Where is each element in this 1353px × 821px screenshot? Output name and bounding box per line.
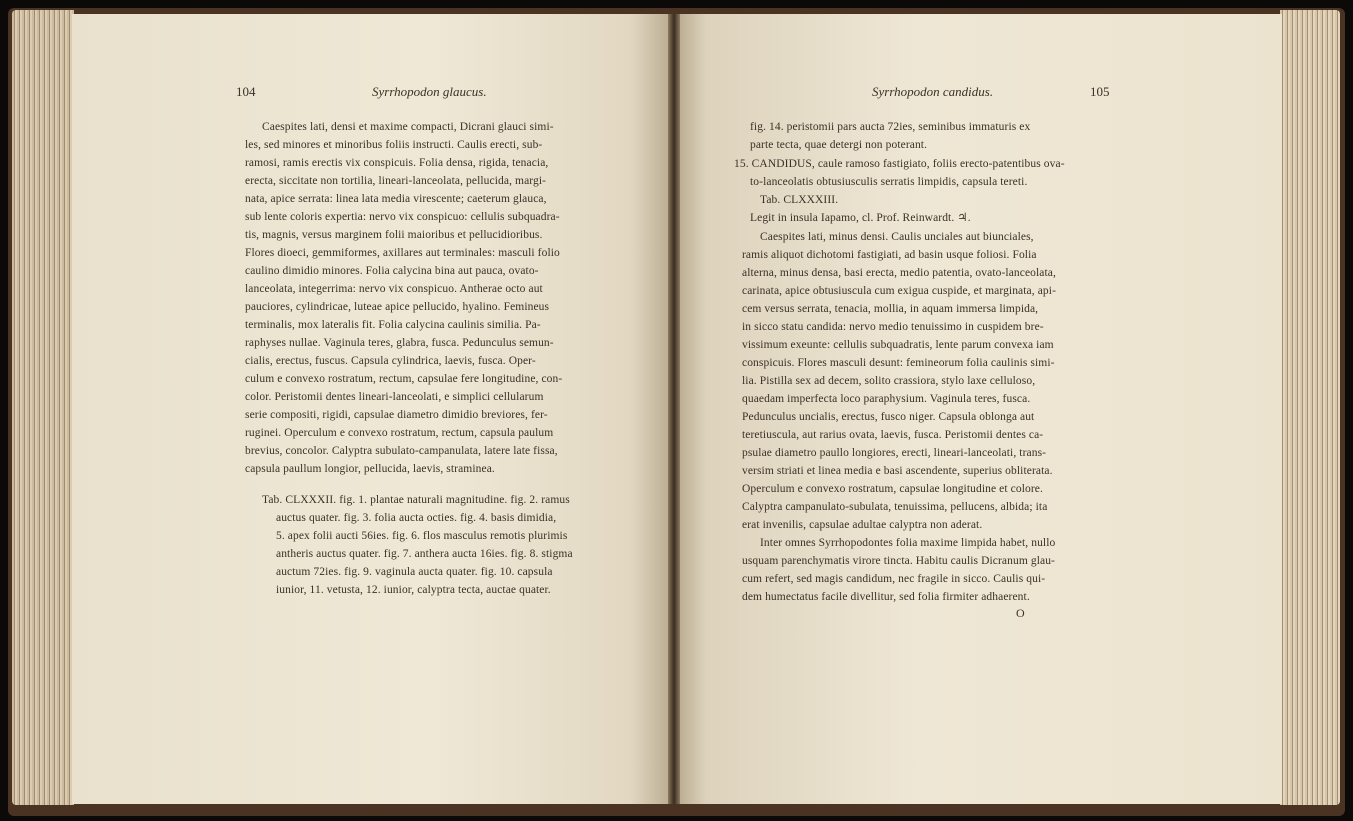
caption-line: iunior, 11. vetusta, 12. iunior, calyptra tecta, auctae quater.	[276, 584, 551, 596]
species-heading: 15. CANDIDUS, caule ramoso fastigiato, foliis erecto-patentibus ova-	[734, 158, 1065, 170]
text-line: tis, magnis, versus marginem folii maioribus et pellucidioribus.	[245, 229, 543, 241]
caption-line: 5. apex folii aucti 56ies. fig. 6. flos masculus remotis plurimis	[276, 530, 568, 542]
page-number-right: 105	[1090, 84, 1110, 99]
text-line: ruginei. Operculum e convexo rostratum, rectum, capsula paulum	[245, 427, 554, 439]
book-gutter	[668, 14, 680, 804]
text-line: Caespites lati, densi et maxime compacti, Dicrani glauci simi-	[262, 121, 554, 133]
text-line: ramosi, ramis erectis vix conspicuis. Folia densa, rigida, tenacia,	[245, 157, 549, 169]
caption-line: auctum 72ies. fig. 9. vaginula aucta quater. fig. 10. capsula	[276, 566, 553, 578]
text-line: carinata, apice obtusiuscula cum exigua cuspide, et marginata, api-	[742, 285, 1056, 297]
text-line: fig. 14. peristomii pars aucta 72ies, seminibus immaturis ex	[750, 121, 1031, 133]
text-line: terminalis, mox lateralis fit. Folia calycina caulinis similia. Pa-	[245, 319, 541, 331]
text-line: nata, apice serrata: linea lata media virescente; caeterum glauca,	[245, 193, 547, 205]
text-line: lia. Pistilla sex ad decem, solito crassiora, stylo laxe celluloso,	[742, 375, 1036, 387]
text-line: versim striati et linea media e basi ascendente, superius obliterata.	[742, 465, 1053, 477]
text-line: caulino dimidio minores. Folia calycina bina aut pauca, ovato-	[245, 265, 539, 277]
text-line: les, sed minores et minoribus foliis instructi. Caulis erecti, sub-	[245, 139, 543, 151]
text-line: serie compositi, rigidi, capsulae diametro dimidio breviores, fer-	[245, 409, 548, 421]
running-head-right: Syrrhopodon candidus.	[872, 84, 994, 99]
collector-line: Legit in insula Iapamo, cl. Prof. Reinwardt. ♃.	[750, 212, 971, 224]
text-line: cem versus serrata, tenacia, mollia, in aquam immersa limpida,	[742, 303, 1039, 315]
text-line: Operculum e convexo rostratum, capsulae longitudine et colore.	[742, 483, 1043, 495]
text-line: alterna, minus densa, basi erecta, medio patentia, ovato-lanceolata,	[742, 267, 1056, 279]
caption-line: antheris auctus quater. fig. 7. anthera aucta 16ies. fig. 8. stigma	[276, 548, 573, 560]
text-line: cialis, erectus, fuscus. Capsula cylindrica, laevis, fusca. Oper-	[245, 355, 536, 367]
text-line: parte tecta, quae detergi non poterant.	[750, 139, 928, 151]
text-line: raphyses nullae. Vaginula teres, glabra, fusca. Pedunculus semun-	[245, 337, 554, 349]
text-line: cum refert, sed magis candidum, nec fragile in sicco. Caulis qui-	[742, 573, 1046, 585]
text-line: pauciores, cylindricae, luteae apice pellucido, hyalino. Femineus	[245, 301, 550, 313]
text-line: quaedam imperfecta loco paraphysium. Vaginula teres, fusca.	[742, 393, 1031, 405]
text-line: in sicco statu candida: nervo medio tenuissimo in cuspidem bre-	[742, 321, 1044, 333]
text-line: usquam parenchymatis virore tincta. Habitu caulis Dicranum glau-	[742, 555, 1055, 567]
page-number-left: 104	[236, 84, 256, 99]
caption-line: auctus quater. fig. 3. folia aucta octies. fig. 4. basis dimidia,	[276, 512, 557, 524]
text-line: Inter omnes Syrrhopodontes folia maxime limpida habet, nullo	[760, 537, 1056, 549]
text-line: Caespites lati, minus densi. Caulis unciales aut biunciales,	[760, 231, 1034, 243]
text-line: teretiuscula, aut rarius ovata, laevis, fusca. Peristomii dentes ca-	[742, 429, 1044, 441]
text-line: erat invenilis, capsulae adultae calyptra non aderat.	[742, 519, 983, 531]
text-line: brevius, concolor. Calyptra subulato-campanulata, latere late fissa,	[245, 445, 558, 457]
caption-line: Tab. CLXXXII. fig. 1. plantae naturali magnitudine. fig. 2. ramus	[262, 494, 570, 506]
text-line: Flores dioeci, gemmiformes, axillares aut terminales: masculi folio	[245, 247, 560, 259]
page-edges-left	[12, 10, 74, 805]
signature-mark: O	[1016, 606, 1025, 620]
text-line: ramis aliquot dichotomi fastigiati, ad basin usque foliosi. Folia	[742, 249, 1037, 261]
running-head-left: Syrrhopodon glaucus.	[372, 84, 487, 99]
text-line: Pedunculus uncialis, erectus, fusco niger. Capsula oblonga aut	[742, 411, 1035, 423]
text-line: to-lanceolatis obtusiusculis serratis limpidis, capsula tereti.	[750, 176, 1028, 188]
text-line: Calyptra campanulato-subulata, tenuissima, pellucens, albida; ita	[742, 501, 1048, 513]
text-line: vissimum exeunte: cellulis subquadratis, lente parum convexa iam	[742, 339, 1054, 351]
text-line: sub lente coloris expertia: nervo vix conspicuo: cellulis subquadra-	[245, 211, 560, 223]
text-line: conspicuis. Flores masculi desunt: femineorum folia caulinis simi-	[742, 357, 1055, 369]
page-edges-right	[1280, 10, 1340, 805]
plate-reference: Tab. CLXXXIII.	[760, 194, 839, 206]
text-line: psulae diametro paullo longiores, erecti, lineari-lanceolati, trans-	[742, 447, 1047, 459]
text-line: culum e convexo rostratum, rectum, capsulae fere longitudine, con-	[245, 373, 563, 385]
text-line: erecta, siccitate non tortilia, lineari-lanceolata, pellucida, margi-	[245, 175, 547, 187]
text-line: dem humectatus facile divellitur, sed folia firmiter adhaerent.	[742, 591, 1030, 603]
text-line: capsula paullum longior, pellucida, laevis, straminea.	[245, 463, 495, 475]
text-line: color. Peristomii dentes lineari-lanceolati, e simplici cellularum	[245, 391, 544, 403]
text-line: lanceolata, integerrima: nervo vix conspicuo. Antherae octo aut	[245, 283, 543, 295]
